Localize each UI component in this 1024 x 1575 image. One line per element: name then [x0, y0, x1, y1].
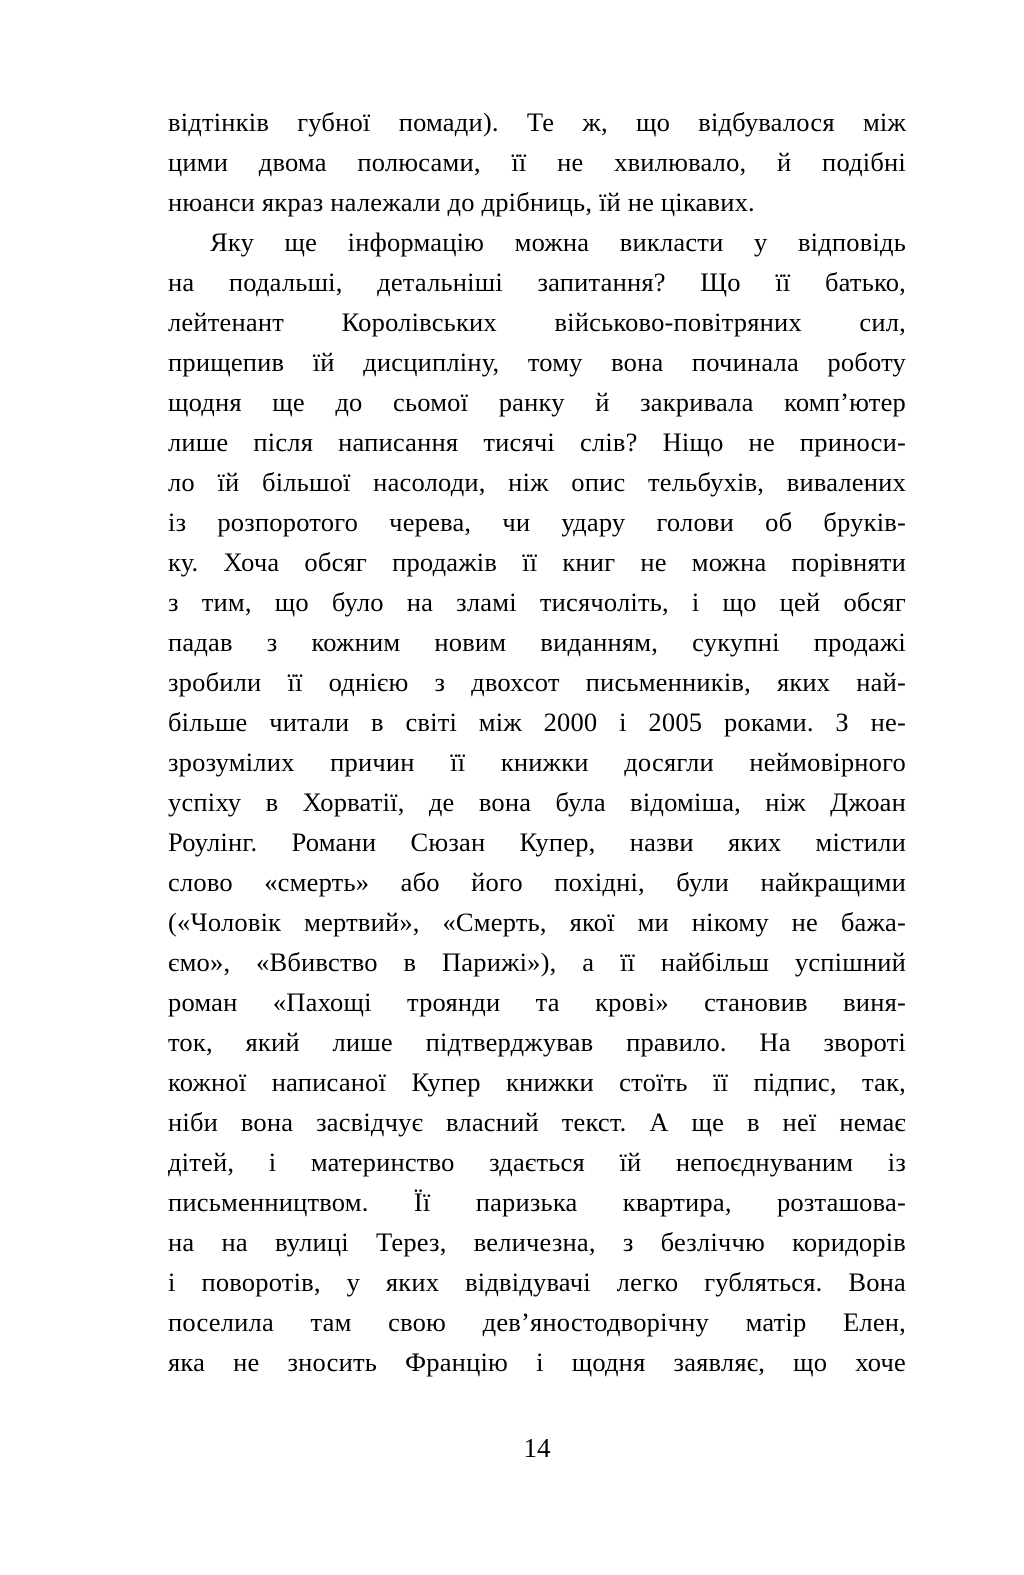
text-line: прищепив їй дисципліну, тому вона починала роботу: [168, 347, 906, 377]
text-line: на подальші, детальніші запитання? Що її батько,: [168, 267, 906, 297]
text-line: яка не зносить Францію і щодня заявляє, що хоче: [168, 1347, 906, 1377]
text-line: лейтенант Королівських військово-повітряних сил,: [168, 307, 906, 337]
text-line: із розпоротого черева, чи удару голови об бруків-: [168, 507, 906, 537]
body-text: [168, 102, 906, 1382]
text-line: цими двома полюсами, її не хвилювало, й подібні: [168, 147, 906, 177]
text-line: зробили її однією з двохсот письменників, яких най-: [168, 667, 906, 697]
text-line: дітей, і материнство здається їй непоєднуваним із: [168, 1147, 906, 1177]
text-line: ємо», «Вбивство в Парижі»), а її найбільш успішний: [168, 947, 906, 977]
text-line: письменництвом. Її паризька квартира, розташова-: [168, 1187, 906, 1217]
text-line: ніби вона засвідчує власний текст. А ще в неї немає: [168, 1107, 906, 1137]
text-line: Роулінг. Романи Сюзан Купер, назви яких містили: [168, 827, 906, 857]
text-line: ку. Хоча обсяг продажів її книг не можна порівняти: [168, 547, 906, 577]
text-line: з тим, що було на зламі тисячоліть, і що цей обсяг: [168, 587, 906, 617]
text-line: ток, який лише підтверджував правило. На звороті: [168, 1027, 906, 1057]
text-line: слово «смерть» або його похідні, були найкращими: [168, 867, 906, 897]
text-line: нюанси якраз належали до дрібниць, їй не цікавих.: [168, 187, 755, 217]
text-line: («Чоловік мертвий», «Смерть, якої ми нікому не бажа-: [168, 907, 906, 937]
text-line: щодня ще до сьомої ранку й закривала комп’ютер: [168, 387, 906, 417]
text-line: на на вулиці Терез, величезна, з безліччю коридорів: [168, 1227, 906, 1257]
text-line: поселила там свою дев’яностодворічну матір Елен,: [168, 1307, 906, 1337]
text-line: відтінків губної помади). Те ж, що відбувалося між: [168, 107, 906, 137]
text-line: роман «Пахощі троянди та крові» становив виня-: [168, 987, 906, 1017]
text-line: ло їй більшої насолоди, ніж опис тельбухів, вивалених: [168, 467, 906, 497]
text-line: падав з кожним новим виданням, сукупні продажі: [168, 627, 906, 657]
text-line: більше читали в світі між 2000 і 2005 роками. З не-: [168, 707, 906, 737]
text-line: Яку ще інформацію можна викласти у відповідь: [210, 227, 906, 257]
text-line: і поворотів, у яких відвідувачі легко губляться. Вона: [168, 1267, 906, 1297]
text-line: зрозумілих причин її книжки досягли неймовірного: [168, 747, 906, 777]
text-line: лише після написання тисячі слів? Ніщо не приноси-: [168, 427, 906, 457]
text-line: кожної написаної Купер книжки стоїть її підпис, так,: [168, 1067, 906, 1097]
page-number: 14: [523, 1433, 551, 1463]
text-line: успіху в Хорватії, де вона була відоміша, ніж Джоан: [168, 787, 906, 817]
